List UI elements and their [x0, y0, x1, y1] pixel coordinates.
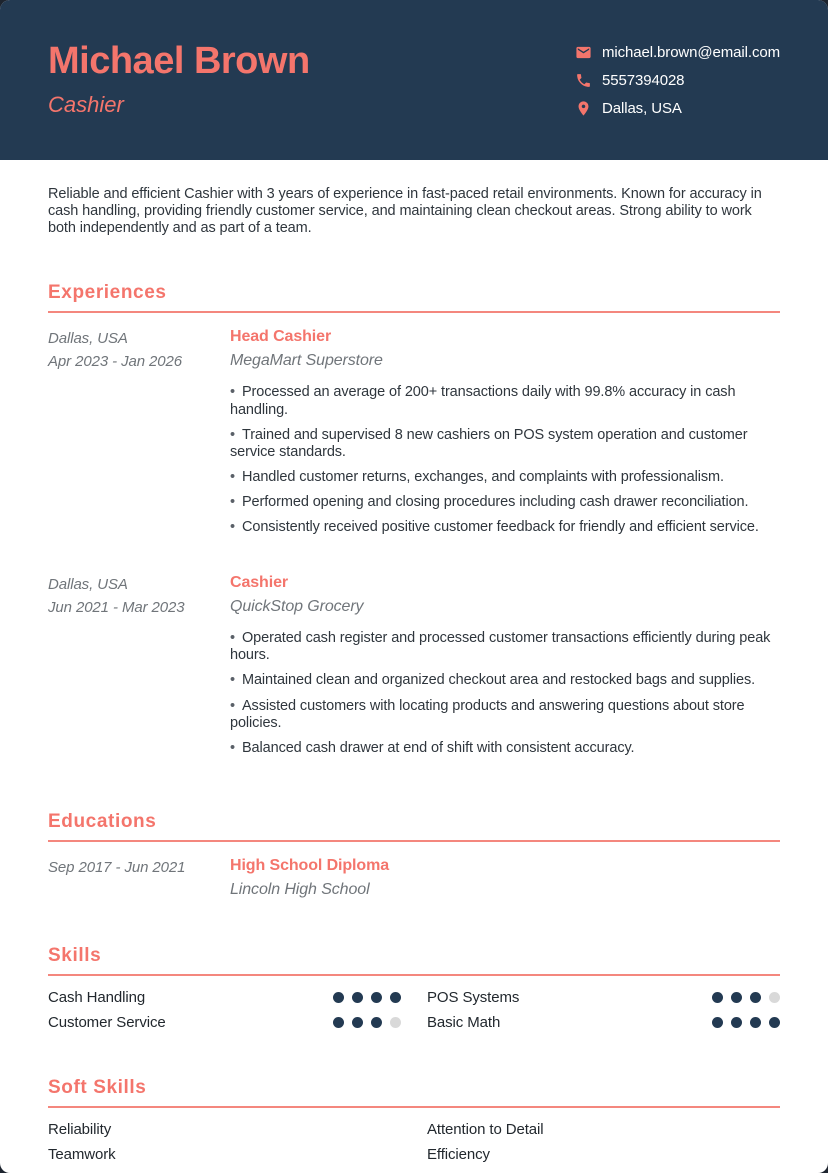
- skill-dot-filled: [712, 1017, 723, 1028]
- soft-skills-grid: [48, 1121, 780, 1163]
- soft-skill-item: Teamwork: [48, 1145, 116, 1163]
- experience-location: Dallas, USA: [48, 576, 128, 594]
- skill-level-dots: [712, 1017, 780, 1028]
- bullet-marker: •: [230, 468, 235, 485]
- experience-item: [48, 328, 780, 544]
- bullet-marker: •: [230, 672, 235, 689]
- bullet-item: [230, 519, 780, 536]
- skill-dot-filled: [390, 992, 401, 1003]
- education-school: Lincoln High School: [230, 880, 370, 898]
- header-identity: [48, 42, 310, 118]
- bullet-text: Assisted customers with locating products and answering questions about store policies.: [230, 697, 745, 731]
- bullet-marker: •: [230, 426, 235, 443]
- bullet-marker: •: [230, 519, 235, 536]
- location-icon: [575, 100, 592, 117]
- bullet-item: [230, 384, 780, 418]
- skill-dot-filled: [352, 992, 363, 1003]
- summary-text: Reliable and efficient Cashier with 3 years of experience in fast-paced retail environments. Known for accuracy in cash handling, providing friendly customer service, and maintaining clean checkout areas. Strong ability to work both independently and as part of a team.: [48, 186, 762, 236]
- soft-skill-item: Efficiency: [427, 1145, 490, 1163]
- experience-dates: Apr 2023 - Jan 2026: [48, 352, 183, 370]
- bullet-item: [230, 698, 780, 732]
- bullet-text: Consistently received positive customer feedback for friendly and efficient service.: [241, 519, 759, 536]
- skill-item: [427, 989, 780, 1006]
- education-details: [230, 857, 780, 899]
- bullet-marker: •: [230, 697, 235, 714]
- skill-item: [427, 1014, 780, 1031]
- contact-location-row: [575, 100, 780, 117]
- phone-icon: [575, 72, 592, 89]
- contact-phone-row: [575, 72, 780, 89]
- skill-level-dots: [712, 992, 780, 1003]
- bullet-item: [230, 427, 780, 461]
- education-item: [48, 857, 780, 899]
- skill-dot-filled: [333, 1017, 344, 1028]
- email-icon: [575, 44, 592, 61]
- contact-location-value: Dallas, USA: [602, 99, 682, 117]
- experience-company: MegaMart Superstore: [230, 352, 383, 370]
- person-name: Michael Brown: [48, 40, 310, 83]
- bullet-marker: •: [230, 384, 235, 401]
- skill-name: Customer Service: [48, 1013, 166, 1031]
- skill-name: Cash Handling: [48, 988, 146, 1006]
- skill-level-dots: [333, 992, 401, 1003]
- bullet-text: Performed opening and closing procedures including cash drawer reconciliation.: [241, 493, 749, 510]
- experience-title: Head Cashier: [230, 328, 332, 346]
- experience-bullets: [230, 384, 780, 536]
- skills-section: [48, 945, 780, 1031]
- skill-dot-filled: [731, 1017, 742, 1028]
- bullet-text: Operated cash register and processed customer transactions efficiently during peak hours.: [230, 630, 771, 664]
- contact-email-value: michael.brown@email.com: [602, 43, 780, 61]
- skill-dot-filled: [333, 992, 344, 1003]
- bullet-marker: •: [230, 630, 235, 647]
- bullet-text: Handled customer returns, exchanges, and complaints with professionalism.: [241, 468, 724, 485]
- soft-skill-item: Attention to Detail: [427, 1120, 544, 1138]
- skill-level-dots: [333, 1017, 401, 1028]
- resume-body: [0, 186, 828, 1163]
- skill-dot-filled: [750, 992, 761, 1003]
- experience-meta: [48, 328, 230, 544]
- skill-name: POS Systems: [427, 988, 520, 1006]
- person-job-title: Cashier: [48, 91, 124, 117]
- skill-dot-filled: [731, 992, 742, 1003]
- skill-dot-filled: [750, 1017, 761, 1028]
- experience-title: Cashier: [230, 574, 288, 592]
- experience-bullets: [230, 630, 780, 757]
- education-title: High School Diploma: [230, 856, 389, 874]
- skill-item: [48, 989, 401, 1006]
- educations-section: [48, 811, 780, 899]
- soft-skills-heading: Soft Skills: [48, 1077, 780, 1108]
- bullet-item: [230, 672, 780, 689]
- experience-meta: [48, 574, 230, 765]
- bullet-text: Processed an average of 200+ transactions daily with 99.8% accuracy in cash handling.: [230, 384, 736, 418]
- experience-location: Dallas, USA: [48, 330, 128, 348]
- bullet-text: Balanced cash drawer at end of shift with consistent accuracy.: [241, 739, 635, 756]
- bullet-text: Trained and supervised 8 new cashiers on POS system operation and customer service standards.: [230, 426, 748, 460]
- education-meta: [48, 857, 230, 899]
- skills-heading: Skills: [48, 945, 780, 976]
- soft-skills-section: [48, 1077, 780, 1163]
- experiences-heading: Experiences: [48, 282, 780, 313]
- experience-details: [230, 328, 780, 544]
- experience-details: [230, 574, 780, 765]
- bullet-item: [230, 469, 780, 486]
- soft-skill-item: Reliability: [48, 1120, 112, 1138]
- bullet-text: Maintained clean and organized checkout area and restocked bags and supplies.: [241, 672, 756, 689]
- skill-dot-empty: [769, 992, 780, 1003]
- skill-dot-filled: [371, 1017, 382, 1028]
- skill-dot-filled: [712, 992, 723, 1003]
- bullet-item: [230, 740, 780, 757]
- skill-dot-filled: [371, 992, 382, 1003]
- skill-name: Basic Math: [427, 1013, 501, 1031]
- contact-phone-value: 5557394028: [602, 71, 685, 89]
- bullet-marker: •: [230, 739, 235, 756]
- skill-dot-filled: [769, 1017, 780, 1028]
- experience-company: QuickStop Grocery: [230, 598, 364, 616]
- skills-grid: [48, 989, 780, 1031]
- experience-dates: Jun 2021 - Mar 2023: [48, 598, 185, 616]
- skill-dot-filled: [352, 1017, 363, 1028]
- header: [0, 0, 828, 160]
- skill-item: [48, 1014, 401, 1031]
- educations-heading: Educations: [48, 811, 780, 842]
- contact-info: [575, 44, 780, 117]
- skill-dot-empty: [390, 1017, 401, 1028]
- experience-item: [48, 574, 780, 765]
- education-dates: Sep 2017 - Jun 2021: [48, 858, 186, 876]
- experiences-section: [48, 282, 780, 764]
- contact-email-row: [575, 44, 780, 61]
- bullet-marker: •: [230, 493, 235, 510]
- bullet-item: [230, 494, 780, 511]
- bullet-item: [230, 630, 780, 664]
